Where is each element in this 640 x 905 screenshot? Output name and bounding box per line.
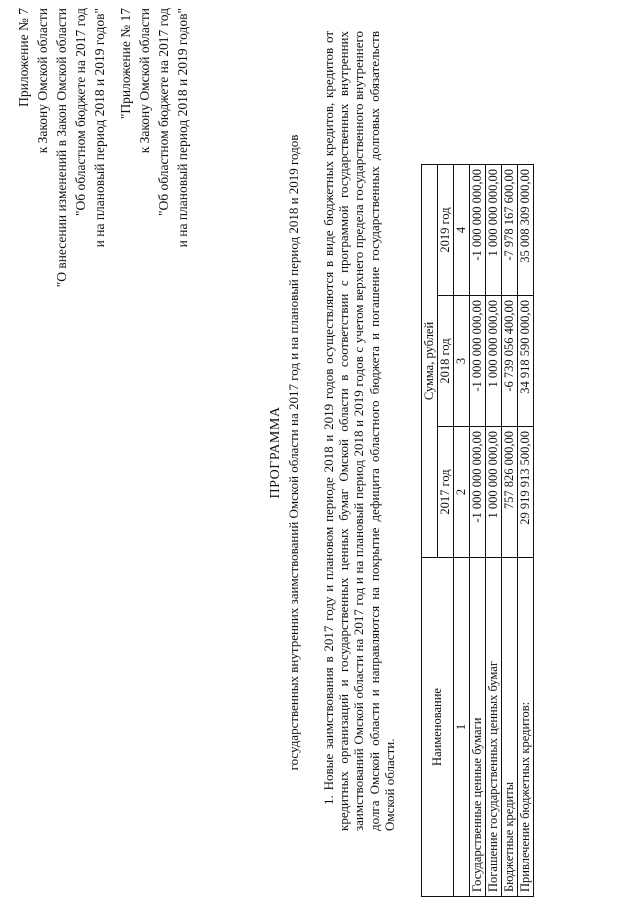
row-value: 34 918 590 000,00 [518,296,534,427]
appendix-header-17 [116,8,192,247]
row-value: 1 000 000 000,00 [486,296,502,427]
table-row [486,165,502,897]
col-number: 4 [454,165,470,296]
col-number: 2 [454,427,470,558]
table-row [518,165,534,897]
row-name: Государственные ценные бумаги [470,558,486,897]
row-name: Бюджетные кредиты [502,558,518,897]
row-value: -1 000 000 000,00 [470,427,486,558]
row-value: 1 000 000 000,00 [486,165,502,296]
header-year: 2017 год [438,427,454,558]
col-number: 3 [454,296,470,427]
column-number-row [454,165,470,897]
col-number: 1 [454,558,470,897]
header-year: 2018 год [438,296,454,427]
borrowing-table [421,164,534,897]
row-value: 29 919 913 500,00 [518,427,534,558]
table-row [470,165,486,897]
body-paragraph: 1. Новые заимствования в 2017 году и плановом периоде 2018 и 2019 годов осуществляются в виде бюджетных кредитов, кредитов от кредитных организаций и государственных ценных бумаг Омской области в соответствии с программой государственных внутренних заимствований Омской области на 2017 год и на плановый период 2018 и 2019 годов с учетом верхнего предела государственного внутреннего долга Омской области и направляются на покрытие дефицита областного бюджета и погашение государственных долговых обязательств Омской области. [321,31,397,831]
appendix-header-7 [14,8,109,287]
header-line: к Закону Омской области [35,8,50,154]
row-value: 35 008 309 000,00 [518,165,534,296]
header-sum: Сумма, рублей [422,165,438,558]
header-line: "Об областном бюджете на 2017 год [156,8,171,216]
row-value: -7 978 167 600,00 [502,165,518,296]
row-value: 1 000 000 000,00 [486,427,502,558]
row-value: -1 000 000 000,00 [470,296,486,427]
header-line: и на плановый период 2018 и 2019 годов" [175,8,190,248]
table-row [502,165,518,897]
row-name: Погашение государственных ценных бумаг [486,558,502,897]
row-name: Привлечение бюджетных кредитов: [518,558,534,897]
header-line: и на плановый период 2018 и 2019 годов" [92,8,107,248]
row-value: -1 000 000 000,00 [470,165,486,296]
header-line: "О внесении изменений в Закон Омской области [54,8,69,288]
row-value: 757 826 000,00 [502,427,518,558]
header-line: "Об областном бюджете на 2017 год [73,8,88,216]
document-title: ПРОГРАММА [268,406,283,499]
header-name: Наименование [422,558,454,897]
row-value: -6 739 056 400,00 [502,296,518,427]
header-line: Приложение № 7 [16,8,31,107]
title-block [267,0,303,905]
header-line: к Закону Омской области [137,8,152,154]
header-line: "Приложение № 17 [118,8,133,120]
header-year: 2019 год [438,165,454,296]
document-subtitle: государственных внутренних заимствований Омской области на 2017 год и на плановый период 2018 и 2019 годов [286,134,301,771]
